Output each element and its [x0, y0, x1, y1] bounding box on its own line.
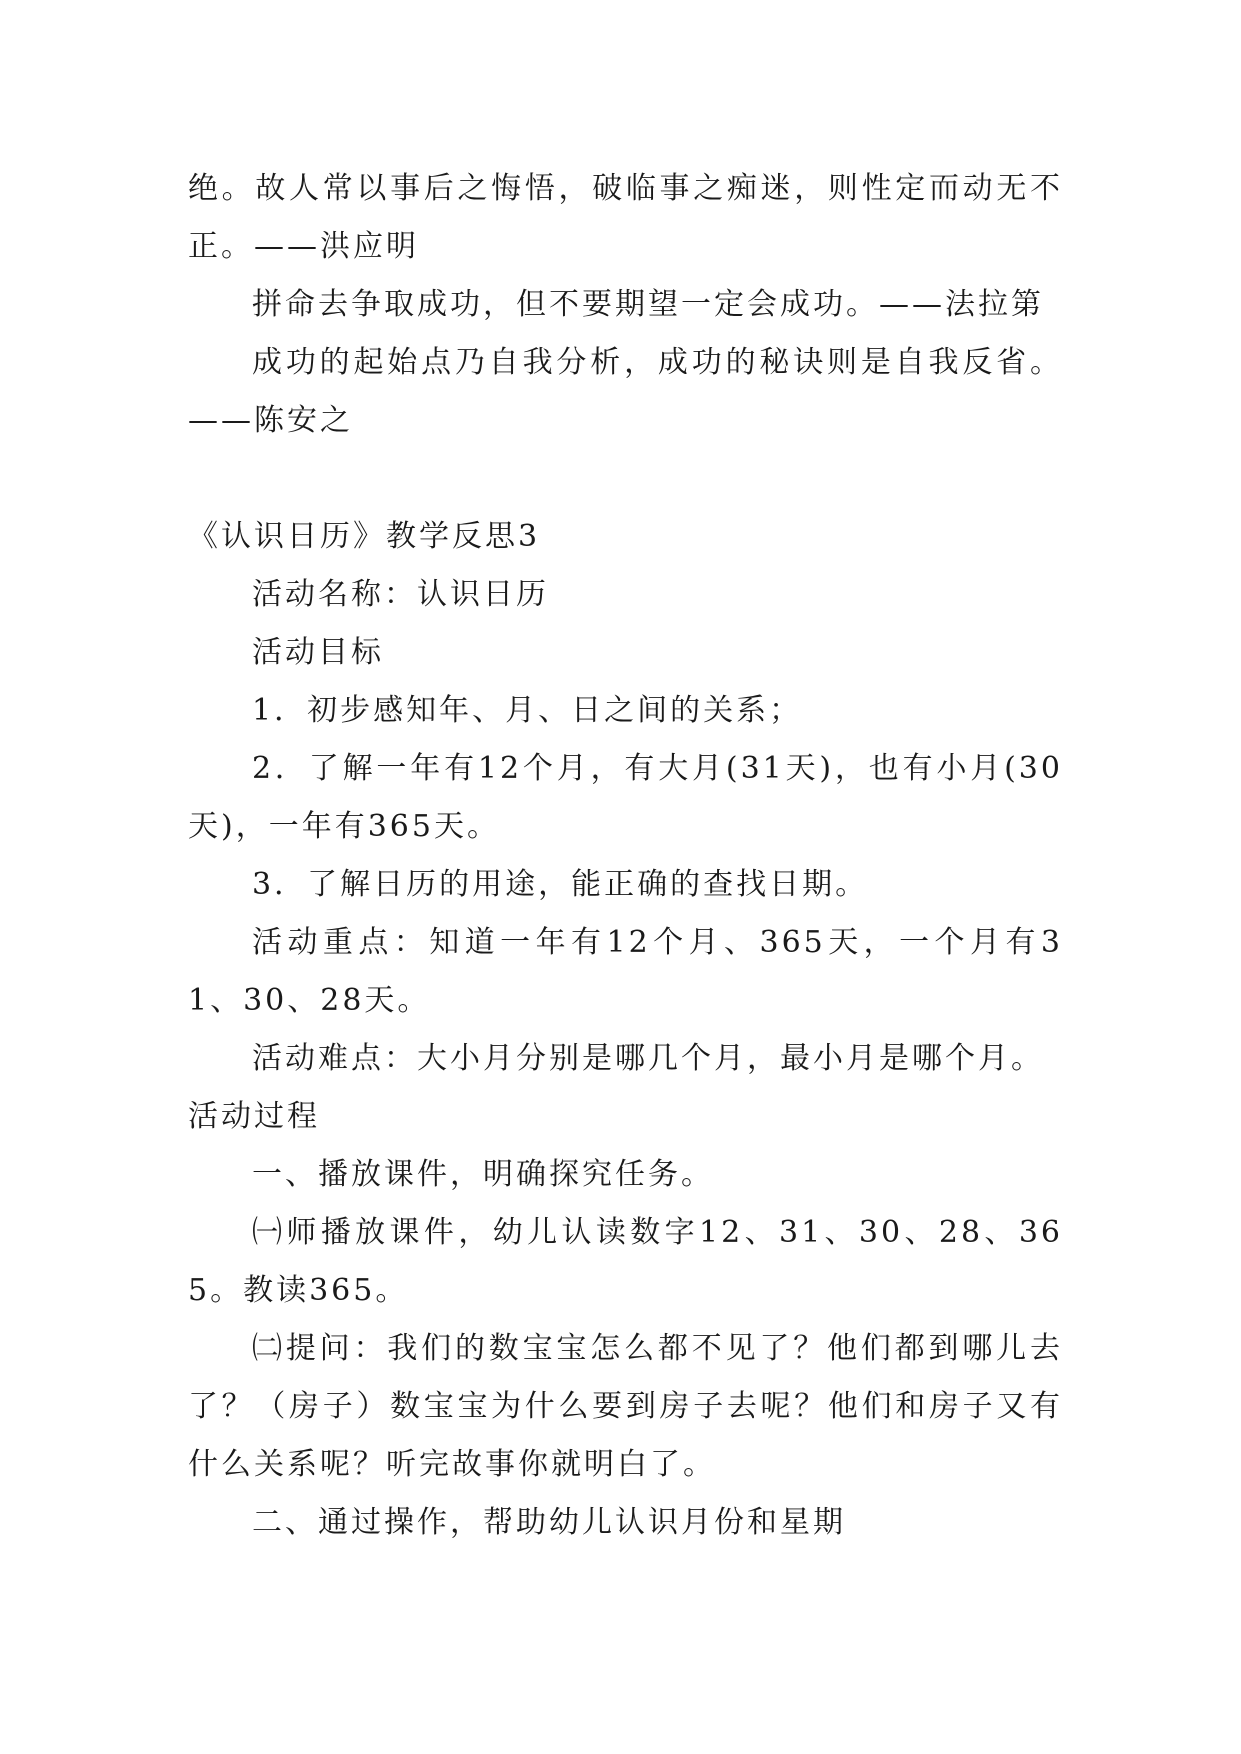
process-substep: ㈠师播放课件，幼儿认读数字12、31、30、28、365。教读365。	[188, 1215, 1063, 1308]
process-step: 二、通过操作，帮助幼儿认识月份和星期	[252, 1505, 846, 1540]
quote-paragraph: 成功的起始点乃自我分析，成功的秘诀则是自我反省。——陈安之	[188, 345, 1063, 438]
process-step: 一、播放课件，明确探究任务。	[252, 1157, 714, 1192]
document-body	[188, 160, 1063, 1552]
key-point: 活动重点：知道一年有12个月、365天，一个月有31、30、28天。	[188, 925, 1063, 1018]
difficult-point: 活动难点：大小月分别是哪几个月，最小月是哪个月。	[252, 1041, 1044, 1076]
section-title: 《认识日历》教学反思3	[188, 519, 541, 554]
quote-paragraph: 拼命去争取成功，但不要期望一定会成功。——法拉第	[252, 287, 1044, 322]
process-heading: 活动过程	[188, 1099, 320, 1134]
process-substep: ㈡提问：我们的数宝宝怎么都不见了？他们都到哪儿去了？（房子）数宝宝为什么要到房子去呢？他们和房子又有什么关系呢？听完故事你就明白了。	[188, 1331, 1063, 1482]
quote-paragraph: 绝。故人常以事后之悔悟，破临事之痴迷，则性定而动无不正。——洪应明	[188, 171, 1063, 264]
section-spacer	[188, 450, 1063, 508]
goal-item: 2．了解一年有12个月，有大月(31天)，也有小月(30天)，一年有365天。	[188, 751, 1063, 844]
goal-item: 3．了解日历的用途，能正确的查找日期。	[252, 867, 869, 902]
goals-heading: 活动目标	[252, 635, 384, 670]
goal-item: 1．初步感知年、月、日之间的关系；	[252, 693, 803, 728]
activity-name: 活动名称：认识日历	[252, 577, 549, 612]
